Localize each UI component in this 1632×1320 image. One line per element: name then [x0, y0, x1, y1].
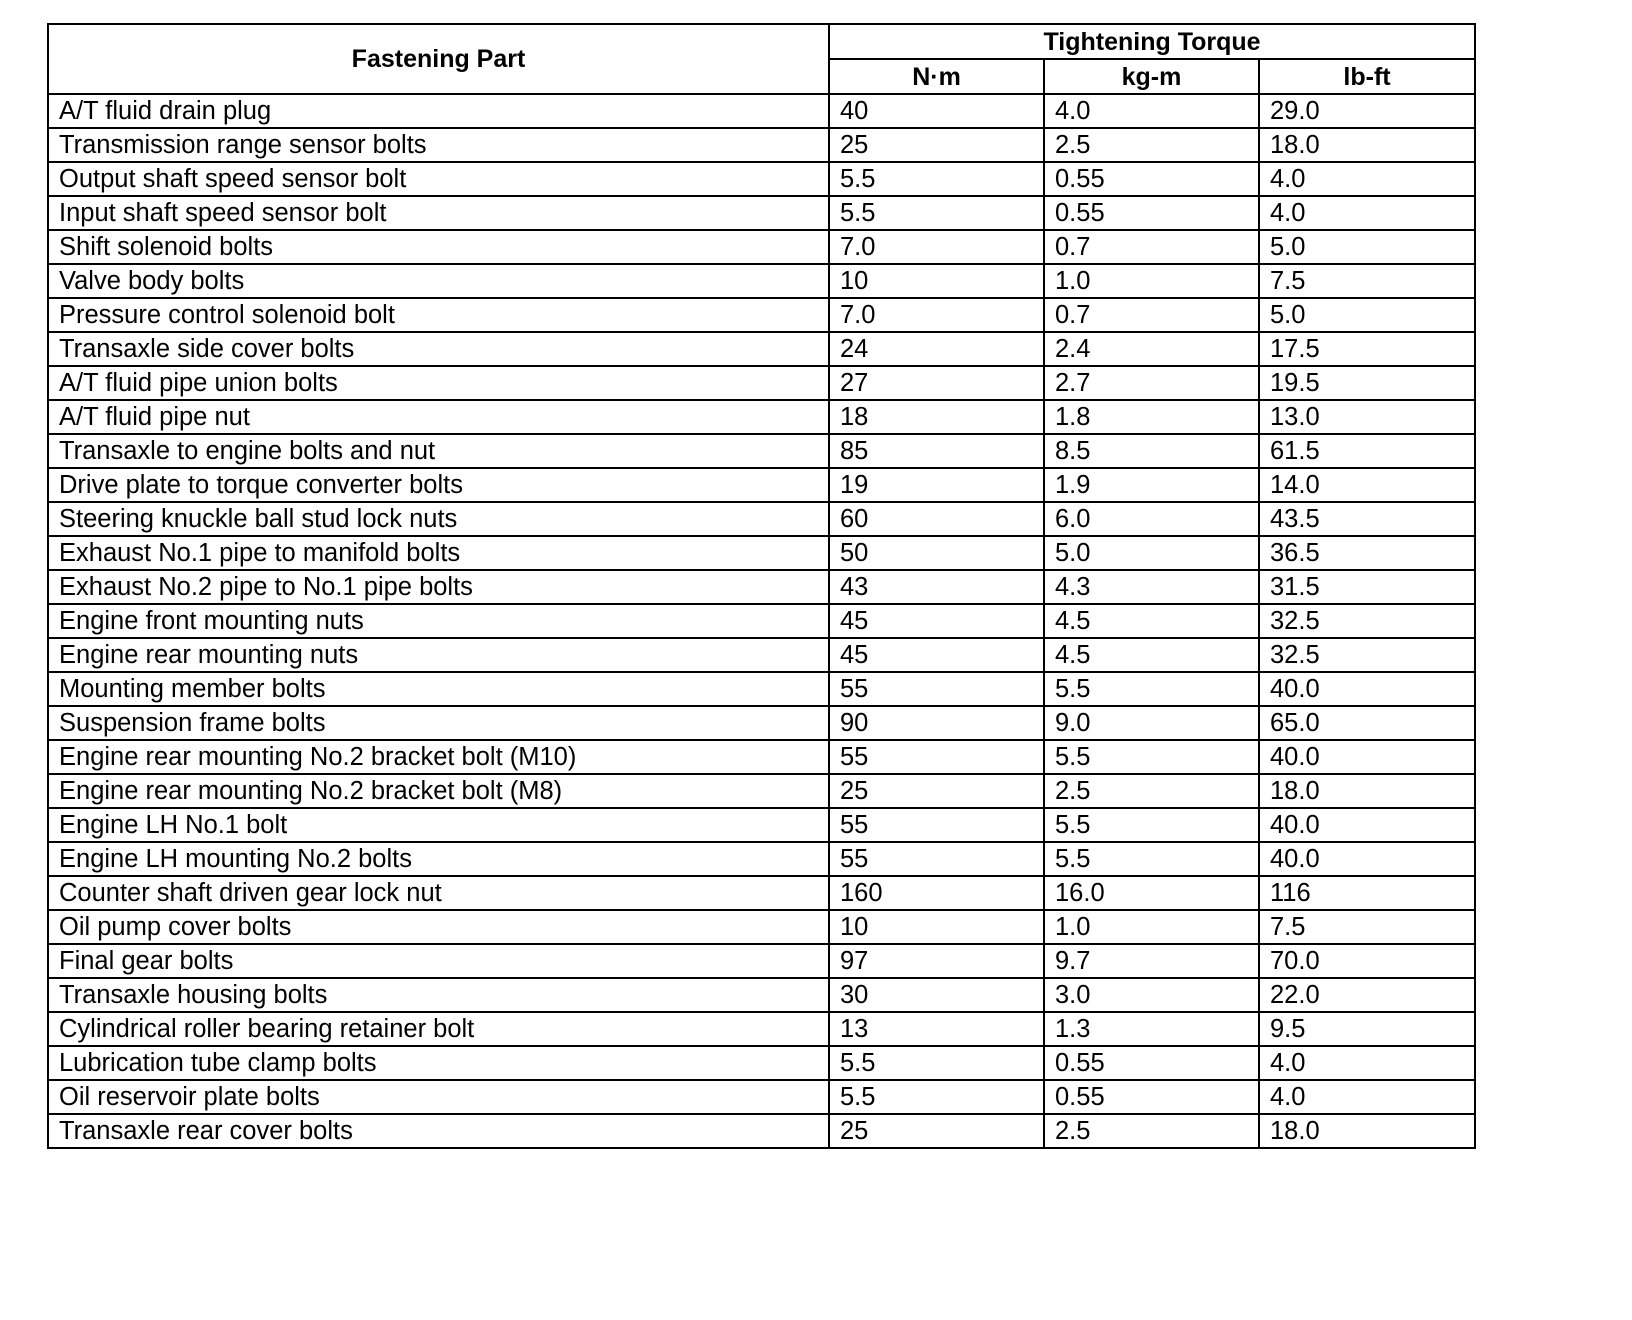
- fastening-part-cell: Shift solenoid bolts: [48, 230, 829, 264]
- fastening-part-cell: Engine LH No.1 bolt: [48, 808, 829, 842]
- fastening-part-cell: Oil pump cover bolts: [48, 910, 829, 944]
- table-row: [48, 910, 1475, 944]
- torque-kgm-cell: 8.5: [1044, 434, 1259, 468]
- fastening-part-cell: Mounting member bolts: [48, 672, 829, 706]
- torque-kgm-cell: 0.55: [1044, 196, 1259, 230]
- torque-lbft-cell: 40.0: [1259, 740, 1475, 774]
- torque-lbft-cell: 13.0: [1259, 400, 1475, 434]
- torque-kgm-cell: 0.55: [1044, 1046, 1259, 1080]
- table-row: [48, 808, 1475, 842]
- torque-lbft-cell: 14.0: [1259, 468, 1475, 502]
- table-row: [48, 468, 1475, 502]
- torque-lbft-cell: 65.0: [1259, 706, 1475, 740]
- torque-lbft-cell: 43.5: [1259, 502, 1475, 536]
- torque-lbft-cell: 29.0: [1259, 94, 1475, 128]
- table-row: [48, 1080, 1475, 1114]
- table-row: [48, 740, 1475, 774]
- torque-kgm-cell: 9.7: [1044, 944, 1259, 978]
- table-row: [48, 196, 1475, 230]
- torque-nm-cell: 25: [829, 128, 1044, 162]
- torque-kgm-cell: 2.5: [1044, 128, 1259, 162]
- fastening-part-cell: Engine rear mounting No.2 bracket bolt (M8): [48, 774, 829, 808]
- torque-nm-cell: 19: [829, 468, 1044, 502]
- torque-kgm-cell: 6.0: [1044, 502, 1259, 536]
- torque-nm-cell: 10: [829, 264, 1044, 298]
- table-row: [48, 94, 1475, 128]
- fastening-part-cell: Drive plate to torque converter bolts: [48, 468, 829, 502]
- table-row: [48, 1046, 1475, 1080]
- table-row: [48, 638, 1475, 672]
- unit-header-nm: N·m: [829, 59, 1044, 94]
- torque-kgm-cell: 9.0: [1044, 706, 1259, 740]
- fastening-part-cell: A/T fluid pipe nut: [48, 400, 829, 434]
- torque-nm-cell: 160: [829, 876, 1044, 910]
- header-row-top: [48, 24, 1475, 59]
- torque-nm-cell: 5.5: [829, 162, 1044, 196]
- torque-spec-table: [47, 23, 1476, 1149]
- torque-lbft-cell: 19.5: [1259, 366, 1475, 400]
- fastening-part-cell: Engine front mounting nuts: [48, 604, 829, 638]
- fastening-part-header: Fastening Part: [48, 24, 829, 94]
- torque-kgm-cell: 4.5: [1044, 604, 1259, 638]
- torque-lbft-cell: 18.0: [1259, 774, 1475, 808]
- torque-lbft-cell: 9.5: [1259, 1012, 1475, 1046]
- torque-nm-cell: 55: [829, 842, 1044, 876]
- torque-kgm-cell: 2.4: [1044, 332, 1259, 366]
- torque-nm-cell: 13: [829, 1012, 1044, 1046]
- fastening-part-cell: Engine rear mounting No.2 bracket bolt (M10): [48, 740, 829, 774]
- torque-lbft-cell: 4.0: [1259, 162, 1475, 196]
- torque-kgm-cell: 5.5: [1044, 740, 1259, 774]
- table-row: [48, 162, 1475, 196]
- torque-lbft-cell: 5.0: [1259, 230, 1475, 264]
- torque-nm-cell: 24: [829, 332, 1044, 366]
- table-row: [48, 672, 1475, 706]
- torque-lbft-cell: 18.0: [1259, 128, 1475, 162]
- torque-kgm-cell: 0.7: [1044, 230, 1259, 264]
- torque-nm-cell: 55: [829, 672, 1044, 706]
- torque-nm-cell: 43: [829, 570, 1044, 604]
- fastening-part-cell: Input shaft speed sensor bolt: [48, 196, 829, 230]
- table-row: [48, 842, 1475, 876]
- torque-nm-cell: 60: [829, 502, 1044, 536]
- table-row: [48, 298, 1475, 332]
- torque-nm-cell: 5.5: [829, 196, 1044, 230]
- table-row: [48, 536, 1475, 570]
- fastening-part-cell: Pressure control solenoid bolt: [48, 298, 829, 332]
- torque-nm-cell: 90: [829, 706, 1044, 740]
- torque-nm-cell: 25: [829, 1114, 1044, 1148]
- torque-lbft-cell: 40.0: [1259, 672, 1475, 706]
- table-row: [48, 774, 1475, 808]
- torque-lbft-cell: 32.5: [1259, 638, 1475, 672]
- table-row: [48, 570, 1475, 604]
- table-header: [48, 24, 1475, 94]
- torque-kgm-cell: 0.55: [1044, 1080, 1259, 1114]
- fastening-part-cell: Cylindrical roller bearing retainer bolt: [48, 1012, 829, 1046]
- torque-kgm-cell: 4.3: [1044, 570, 1259, 604]
- torque-nm-cell: 85: [829, 434, 1044, 468]
- torque-nm-cell: 5.5: [829, 1046, 1044, 1080]
- table-row: [48, 332, 1475, 366]
- torque-nm-cell: 10: [829, 910, 1044, 944]
- fastening-part-cell: A/T fluid drain plug: [48, 94, 829, 128]
- torque-lbft-cell: 22.0: [1259, 978, 1475, 1012]
- torque-lbft-cell: 116: [1259, 876, 1475, 910]
- torque-lbft-cell: 4.0: [1259, 1046, 1475, 1080]
- fastening-part-cell: Transaxle rear cover bolts: [48, 1114, 829, 1148]
- unit-header-lbft: lb-ft: [1259, 59, 1475, 94]
- table-row: [48, 400, 1475, 434]
- table-row: [48, 978, 1475, 1012]
- torque-kgm-cell: 5.5: [1044, 842, 1259, 876]
- torque-kgm-cell: 4.0: [1044, 94, 1259, 128]
- fastening-part-cell: Engine rear mounting nuts: [48, 638, 829, 672]
- fastening-part-cell: Engine LH mounting No.2 bolts: [48, 842, 829, 876]
- torque-nm-cell: 7.0: [829, 298, 1044, 332]
- torque-kgm-cell: 2.7: [1044, 366, 1259, 400]
- torque-lbft-cell: 7.5: [1259, 910, 1475, 944]
- torque-kgm-cell: 1.9: [1044, 468, 1259, 502]
- table-row: [48, 1012, 1475, 1046]
- fastening-part-cell: A/T fluid pipe union bolts: [48, 366, 829, 400]
- unit-header-kgm: kg-m: [1044, 59, 1259, 94]
- torque-lbft-cell: 70.0: [1259, 944, 1475, 978]
- tightening-torque-header: Tightening Torque: [829, 24, 1475, 59]
- torque-nm-cell: 40: [829, 94, 1044, 128]
- torque-lbft-cell: 5.0: [1259, 298, 1475, 332]
- table-row: [48, 876, 1475, 910]
- torque-nm-cell: 5.5: [829, 1080, 1044, 1114]
- fastening-part-cell: Transaxle to engine bolts and nut: [48, 434, 829, 468]
- table-row: [48, 944, 1475, 978]
- fastening-part-cell: Valve body bolts: [48, 264, 829, 298]
- torque-nm-cell: 97: [829, 944, 1044, 978]
- fastening-part-cell: Exhaust No.1 pipe to manifold bolts: [48, 536, 829, 570]
- torque-nm-cell: 27: [829, 366, 1044, 400]
- torque-kgm-cell: 0.7: [1044, 298, 1259, 332]
- table-row: [48, 366, 1475, 400]
- torque-kgm-cell: 2.5: [1044, 774, 1259, 808]
- torque-lbft-cell: 4.0: [1259, 1080, 1475, 1114]
- torque-kgm-cell: 5.5: [1044, 808, 1259, 842]
- table-row: [48, 128, 1475, 162]
- fastening-part-cell: Transmission range sensor bolts: [48, 128, 829, 162]
- fastening-part-cell: Final gear bolts: [48, 944, 829, 978]
- torque-nm-cell: 30: [829, 978, 1044, 1012]
- torque-lbft-cell: 31.5: [1259, 570, 1475, 604]
- torque-kgm-cell: 1.0: [1044, 264, 1259, 298]
- torque-lbft-cell: 4.0: [1259, 196, 1475, 230]
- table-row: [48, 604, 1475, 638]
- torque-lbft-cell: 36.5: [1259, 536, 1475, 570]
- fastening-part-cell: Exhaust No.2 pipe to No.1 pipe bolts: [48, 570, 829, 604]
- torque-nm-cell: 55: [829, 808, 1044, 842]
- fastening-part-cell: Oil reservoir plate bolts: [48, 1080, 829, 1114]
- torque-nm-cell: 50: [829, 536, 1044, 570]
- table-row: [48, 706, 1475, 740]
- fastening-part-cell: Transaxle side cover bolts: [48, 332, 829, 366]
- torque-nm-cell: 18: [829, 400, 1044, 434]
- fastening-part-cell: Suspension frame bolts: [48, 706, 829, 740]
- torque-nm-cell: 45: [829, 604, 1044, 638]
- torque-nm-cell: 7.0: [829, 230, 1044, 264]
- torque-kgm-cell: 0.55: [1044, 162, 1259, 196]
- table-row: [48, 230, 1475, 264]
- table-body: [48, 94, 1475, 1148]
- torque-kgm-cell: 1.8: [1044, 400, 1259, 434]
- torque-nm-cell: 45: [829, 638, 1044, 672]
- torque-nm-cell: 25: [829, 774, 1044, 808]
- fastening-part-cell: Steering knuckle ball stud lock nuts: [48, 502, 829, 536]
- table-row: [48, 1114, 1475, 1148]
- torque-lbft-cell: 40.0: [1259, 808, 1475, 842]
- torque-lbft-cell: 17.5: [1259, 332, 1475, 366]
- fastening-part-cell: Transaxle housing bolts: [48, 978, 829, 1012]
- torque-kgm-cell: 2.5: [1044, 1114, 1259, 1148]
- table-row: [48, 434, 1475, 468]
- torque-lbft-cell: 61.5: [1259, 434, 1475, 468]
- torque-kgm-cell: 5.5: [1044, 672, 1259, 706]
- fastening-part-cell: Counter shaft driven gear lock nut: [48, 876, 829, 910]
- fastening-part-cell: Lubrication tube clamp bolts: [48, 1046, 829, 1080]
- table-row: [48, 264, 1475, 298]
- torque-lbft-cell: 32.5: [1259, 604, 1475, 638]
- fastening-part-cell: Output shaft speed sensor bolt: [48, 162, 829, 196]
- torque-kgm-cell: 3.0: [1044, 978, 1259, 1012]
- table-row: [48, 502, 1475, 536]
- torque-lbft-cell: 18.0: [1259, 1114, 1475, 1148]
- torque-kgm-cell: 1.0: [1044, 910, 1259, 944]
- torque-nm-cell: 55: [829, 740, 1044, 774]
- torque-kgm-cell: 4.5: [1044, 638, 1259, 672]
- torque-lbft-cell: 40.0: [1259, 842, 1475, 876]
- torque-lbft-cell: 7.5: [1259, 264, 1475, 298]
- torque-kgm-cell: 1.3: [1044, 1012, 1259, 1046]
- torque-kgm-cell: 16.0: [1044, 876, 1259, 910]
- torque-kgm-cell: 5.0: [1044, 536, 1259, 570]
